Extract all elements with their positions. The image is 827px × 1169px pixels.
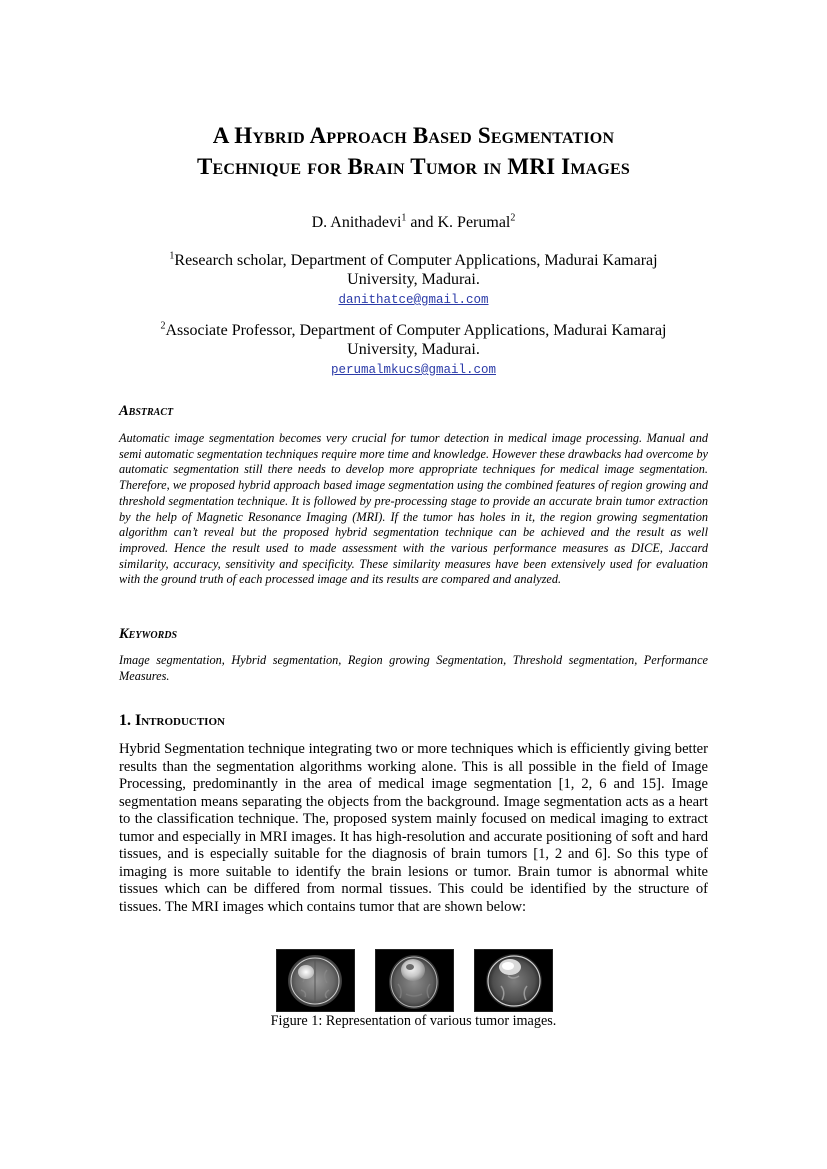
author-separator: and [406, 214, 438, 231]
affiliation-2-line1: Associate Professor, Department of Computer Applications, Madurai Kamaraj [165, 322, 667, 339]
mri-image-1 [276, 949, 355, 1012]
figure-1-images [276, 949, 551, 1011]
author-2-sup: 2 [510, 212, 516, 224]
author-1-sup: 1 [401, 212, 407, 224]
title-line-2: Technique for Brain Tumor in MRI Images [196, 154, 631, 179]
paper-title [60, 120, 767, 182]
abstract-text: Automatic image segmentation becomes very crucial for tumor detection in medical image processing. Manual and semi automatic segmentation techniques require more time and knowledge. However these drawbacks had overcome by automatic segmentation still there needs to develop more appropriate techniques for medical image segmentation. Therefore, we proposed hybrid approach based image segmentation using the combined features of region growing and threshold segmentation technique. It is followed by pre-processing stage to provide an accurate brain tumor extraction by the help of Magnetic Resonance Imaging (MRI). If the tumor has holes in it, the region growing segmentation algorithm can’t reveal but the proposed hybrid segmentation technique can be achieved and the result as well improved. Hence the result used to made assessment with the various performance measures as DICE, Jaccard similarity, accuracy, sensitivity and specificity. These similarity measures have been extensively used for evaluation with the ground truth of each processed image and its results are compared and analyzed. [119, 431, 708, 587]
author-1: D. Anithadevi [311, 214, 402, 231]
figure-1-caption: Figure 1: Representation of various tumor images. [270, 1013, 557, 1029]
abstract-heading: Abstract [119, 403, 174, 419]
affiliation-2-email-link[interactable]: perumalmkucs@gmail.com [330, 363, 497, 377]
affiliation-2 [100, 321, 727, 380]
title-line-1: A Hybrid Approach Based Segmentation [212, 123, 615, 148]
author-2: K. Perumal [437, 214, 511, 231]
mri-image-3 [474, 949, 553, 1012]
affiliation-1 [100, 251, 727, 310]
affiliation-2-line2: University, Madurai. [347, 341, 480, 358]
author-line [60, 213, 767, 233]
section-1-text: Hybrid Segmentation technique integrating two or more techniques which is efficiently giving better results than the segmentation algorithms working alone. This is all possible in the field of Image Processing, predominantly in the area of medical image segmentation [1, 2, 6 and 15]. Image segmentation means separating the objects from the background. Image segmentation acts as a heart to the classification technique. The, proposed system mainly focused on medical imaging to extract tumor and especially in MRI images. It has high-resolution and accurate positioning of soft and hard tissues, and is especially suitable for the diagnosis of brain tumors [1, 2 and 6]. So this type of imaging is more suitable to identify the brain lesions or tumor. Brain tumor is abnormal white tissues which can be differed from normal tissues. This could be identified by the structure of tissues. The MRI images which contains tumor that are shown below: [119, 741, 708, 915]
section-1-heading: 1. Introduction [119, 712, 225, 729]
affiliation-1-line1: Research scholar, Department of Computer Applications, Madurai Kamaraj [174, 252, 658, 269]
affiliation-2-sup: 2 [160, 320, 166, 332]
affiliation-1-line2: University, Madurai. [347, 271, 480, 288]
affiliation-1-sup: 1 [169, 250, 175, 262]
affiliation-1-email-link[interactable]: danithatce@gmail.com [338, 293, 489, 307]
keywords-text: Image segmentation, Hybrid segmentation, Region growing Segmentation, Threshold segmentation, Performance Measures. [119, 653, 708, 683]
keywords-heading: Keywords [119, 626, 178, 642]
mri-image-2 [375, 949, 454, 1012]
